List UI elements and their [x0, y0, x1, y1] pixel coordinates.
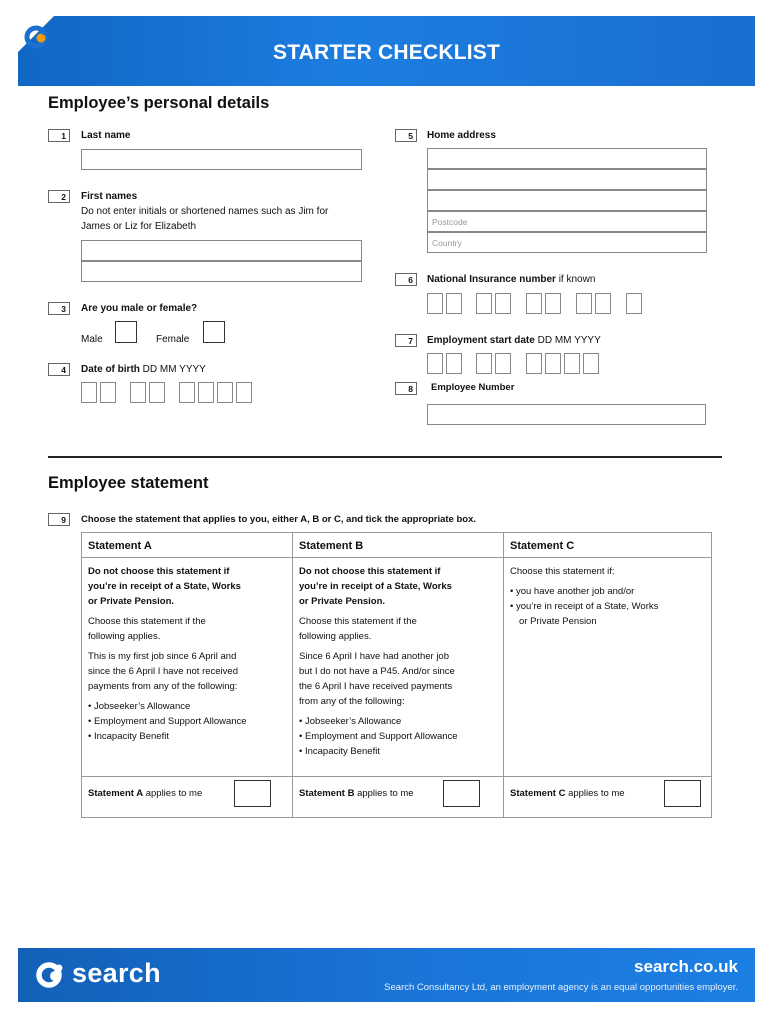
list-item: • you have another job and/or: [510, 586, 635, 597]
statement-c-checkbox[interactable]: [664, 780, 701, 807]
question-number-4: 4: [48, 363, 70, 376]
last-name-input[interactable]: [81, 149, 362, 170]
statement-b-body: Do not choose this statement if you’re in receipt of a State, Works or Private Pension. Choose this statement if the following applies. Since 6 April I have had another job but I do not have a P45. And/or since the 6 April I have received payments from any of the following: • Jobseeker’s Allowance • Employment and Support Allowance • Incapacity Benefit: [293, 558, 504, 777]
ni-suffix-box[interactable]: [626, 293, 642, 314]
address-line-1[interactable]: [427, 148, 707, 169]
statement-table: [81, 532, 712, 818]
footer-website[interactable]: search.co.uk: [634, 957, 738, 976]
ni-prefix-boxes[interactable]: [427, 293, 462, 314]
footer-logo-icon: [36, 960, 68, 990]
postcode-placeholder: Postcode: [432, 217, 468, 227]
list-item: • Incapacity Benefit: [88, 731, 169, 742]
statement-a-body: Do not choose this statement if you’re in receipt of a State, Works or Private Pension. Choose this statement if the following applies. This is my first job since 6 April and since the 6 April I have not received payments from any of the following: • Jobseeker’s Allowance • Employment and Support Allowance • Incapacity Benefit: [82, 558, 293, 777]
statement-a-checkbox[interactable]: [234, 780, 271, 807]
statement-b-checkbox[interactable]: [443, 780, 480, 807]
question-number-3: 3: [48, 302, 70, 315]
dob-year-boxes[interactable]: [179, 382, 252, 403]
question-number-2: 2: [48, 190, 70, 203]
question-number-6: 6: [395, 273, 417, 286]
first-names-input-1[interactable]: [81, 240, 362, 261]
dob-day-boxes[interactable]: [81, 382, 116, 403]
start-date-label: Employment start date DD MM YYYY: [427, 335, 601, 346]
list-item: • Incapacity Benefit: [299, 746, 380, 757]
list-item: • you’re in receipt of a State, Works: [510, 601, 659, 612]
ni-digits-3[interactable]: [576, 293, 611, 314]
country-placeholder: Country: [432, 238, 462, 248]
first-names-note-2: James or Liz for Elizabeth: [81, 221, 197, 232]
list-item: • Jobseeker’s Allowance: [88, 701, 191, 712]
start-month-boxes[interactable]: [476, 353, 511, 374]
list-item: • Employment and Support Allowance: [299, 731, 458, 742]
address-line-2[interactable]: [427, 169, 707, 190]
statement-c-body: Choose this statement if: • you have another job and/or • you’re in receipt of a State, Works or Private Pension: [504, 558, 712, 777]
statement-instruction: Choose the statement that applies to you, either A, B or C, and tick the appropriate box.: [81, 514, 477, 525]
country-input[interactable]: [427, 232, 707, 253]
ni-digits-1[interactable]: [476, 293, 511, 314]
address-line-3[interactable]: [427, 190, 707, 211]
male-label: Male: [81, 334, 103, 345]
postcode-input[interactable]: [427, 211, 707, 232]
statement-c-header: Statement C: [504, 533, 712, 558]
list-item: • Jobseeker’s Allowance: [299, 716, 402, 727]
employee-number-label: Employee Number: [431, 382, 515, 393]
employee-number-input[interactable]: [427, 404, 706, 425]
footer-tagline: Search Consultancy Ltd, an employment agency is an equal opportunities employer.: [384, 982, 738, 993]
statement-b-header: Statement B: [293, 533, 504, 558]
male-checkbox[interactable]: [115, 321, 137, 343]
statement-c-footer: Statement C applies to me: [504, 777, 712, 818]
section-title-statement: Employee statement: [48, 474, 209, 492]
first-names-note-1: Do not enter initials or shortened names such as Jim for: [81, 206, 329, 217]
list-item: • Employment and Support Allowance: [88, 716, 247, 727]
footer-brand: search: [72, 958, 161, 988]
first-names-input-2[interactable]: [81, 261, 362, 282]
last-name-label: Last name: [81, 130, 131, 141]
question-number-7: 7: [395, 334, 417, 347]
start-day-boxes[interactable]: [427, 353, 462, 374]
section-divider: [48, 456, 722, 458]
female-checkbox[interactable]: [203, 321, 225, 343]
question-number-9: 9: [48, 513, 70, 526]
start-year-boxes[interactable]: [526, 353, 599, 374]
page-title: STARTER CHECKLIST: [272, 41, 500, 64]
first-names-label: First names: [81, 191, 138, 202]
statement-a-footer: Statement A applies to me: [82, 777, 293, 818]
statement-a-header: Statement A: [82, 533, 293, 558]
question-number-5: 5: [395, 129, 417, 142]
female-label: Female: [156, 334, 190, 345]
question-number-1: 1: [48, 129, 70, 142]
gender-label: Are you male or female?: [81, 303, 198, 314]
question-number-8: 8: [395, 382, 417, 395]
section-title-personal: Employee’s personal details: [48, 94, 270, 112]
dob-label: Date of birth DD MM YYYY: [81, 364, 206, 375]
dob-month-boxes[interactable]: [130, 382, 165, 403]
ni-number-label: National Insurance number if known: [427, 274, 596, 285]
home-address-label: Home address: [427, 130, 496, 141]
list-item: or Private Pension: [519, 616, 597, 627]
ni-digits-2[interactable]: [526, 293, 561, 314]
statement-b-footer: Statement B applies to me: [293, 777, 504, 818]
